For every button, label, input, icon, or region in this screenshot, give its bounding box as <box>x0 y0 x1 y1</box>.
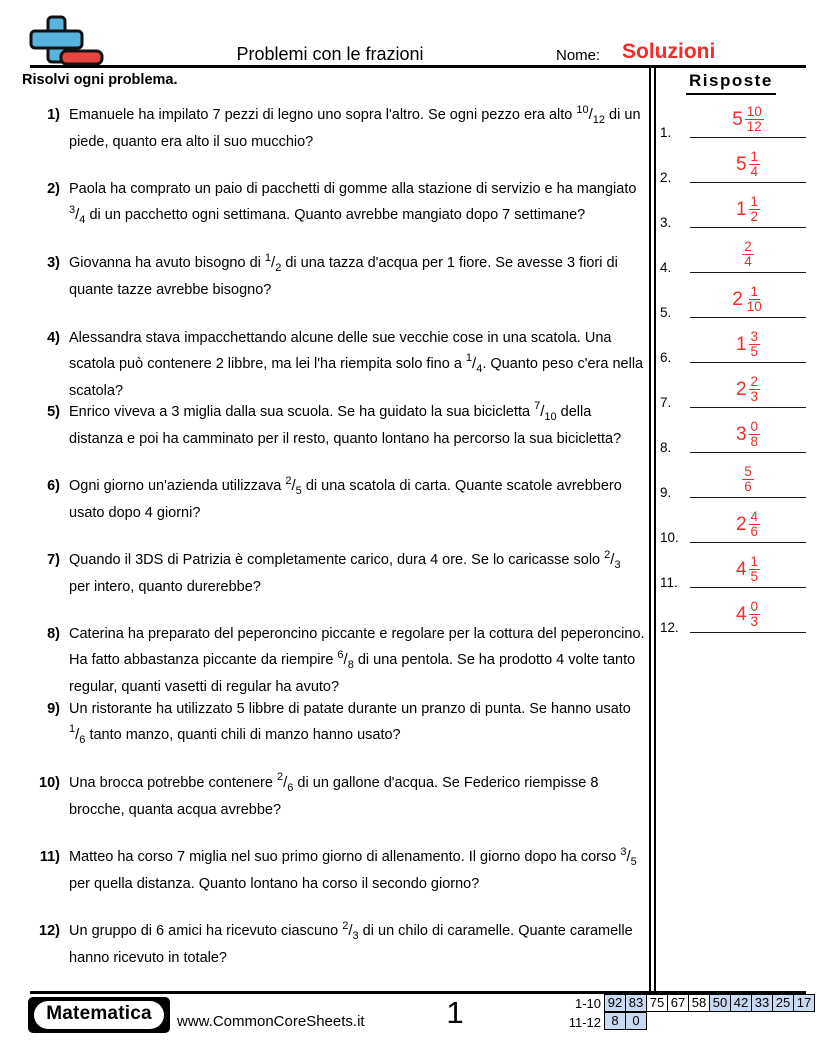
problem-item-10 <box>30 770 645 823</box>
answer-value <box>690 510 806 540</box>
answer-value <box>690 600 806 630</box>
score-row-label: 1-10 <box>574 996 601 1011</box>
fraction-denominator: 12 <box>746 119 762 135</box>
fraction-numerator: 0 <box>750 598 759 614</box>
answer-fraction <box>749 150 761 180</box>
answers-list <box>658 96 810 636</box>
problem-text: Una brocca potrebbe contenere $^2/_6$ di un gallone d'acqua. Se Federico riempisse 8 brocche, quanta acqua avrebbe? <box>69 771 599 818</box>
score-row-label: 11-12 <box>568 1015 601 1030</box>
answer-fraction <box>745 285 764 315</box>
fraction-slash: / <box>472 354 477 372</box>
answer-fraction <box>742 465 754 495</box>
answer-blank-line <box>690 587 806 588</box>
answer-value <box>690 420 806 450</box>
problem-number: 1) <box>47 107 60 123</box>
fraction-slash: / <box>291 477 296 494</box>
name-value-solutions: Soluzioni <box>622 40 716 63</box>
answer-item-9 <box>658 456 810 501</box>
problem-text: Emanuele ha impilato 7 pezzi di legno uno sopra l'altro. Se ogni pezzo era alto $^{10}/_{12}$ di un piede, quanto era alto il suo mucchio? <box>69 103 641 150</box>
website-text: www.CommonCoreSheets.it <box>177 1013 365 1030</box>
fraction-denominator: 10 <box>746 299 762 315</box>
answer-number: 7. <box>660 395 672 410</box>
fraction-denominator: 3 <box>750 614 759 630</box>
answer-item-11 <box>658 546 810 591</box>
answer-item-4 <box>658 231 810 276</box>
answer-number: 4. <box>660 260 672 275</box>
answer-blank-line <box>690 317 806 318</box>
answer-value <box>690 285 806 315</box>
fraction-numerator: 2 <box>744 238 752 254</box>
problem-number: 7) <box>47 552 60 569</box>
fraction-slash: / <box>588 106 593 123</box>
fraction-numerator: 1 <box>750 553 759 569</box>
answer-whole-number: 1 <box>735 333 747 355</box>
fraction-slash: / <box>75 206 80 224</box>
answer-item-12 <box>658 591 810 636</box>
fraction-numerator: 3 <box>620 845 627 858</box>
fraction-slash: / <box>271 254 276 272</box>
fraction-slash: / <box>540 402 545 420</box>
answer-item-3 <box>658 186 810 231</box>
answer-value <box>690 465 806 495</box>
answer-value <box>690 240 806 270</box>
answer-number: 1. <box>660 125 672 140</box>
answers-column-separator <box>649 68 656 991</box>
problem-number: 12) <box>39 923 60 940</box>
problem-item-6 <box>30 473 645 526</box>
answer-blank-line <box>690 407 806 408</box>
answer-whole-number: 4 <box>735 603 747 625</box>
problem-item-3 <box>30 250 645 303</box>
problem-text: Giovanna ha avuto bisogno di $^1/_2$ di una tazza d'acqua per 1 fiore. Se avesse 3 fiori di quante tazze avrebbe bisogno? <box>69 251 618 299</box>
answer-blank-line <box>690 272 806 273</box>
answer-whole-number: 4 <box>735 558 747 580</box>
problem-item-5 <box>30 399 645 452</box>
problem-text: Un ristorante ha utilizzato 5 libbre di patate durante un pranzo di punta. Se hanno usato $^1/_6$ tanto manzo, quanti chili di manzo hanno usato? <box>69 700 631 746</box>
fraction-slash: / <box>348 922 353 940</box>
fraction-denominator: 2 <box>750 209 759 225</box>
score-cell: 83 <box>625 994 647 1012</box>
problem-item-12 <box>30 918 645 971</box>
problem-number: 6) <box>47 478 60 494</box>
answer-number: 9. <box>660 485 672 500</box>
answer-value <box>690 150 806 180</box>
answer-blank-line <box>690 497 806 498</box>
brand-badge <box>28 997 170 1033</box>
inline-fraction <box>576 103 606 126</box>
fraction-numerator: 2 <box>750 373 759 389</box>
problem-item-7 <box>30 547 645 600</box>
instruction-text: Risolvi ogni problema. <box>22 72 178 88</box>
problem-number: 9) <box>47 700 60 717</box>
inline-fraction <box>69 723 86 746</box>
answer-fraction <box>749 420 761 450</box>
answer-fraction <box>749 510 761 540</box>
fraction-numerator: 1 <box>69 723 76 736</box>
problem-number: 10) <box>39 774 60 791</box>
problem-number: 11) <box>39 849 60 865</box>
answer-item-5 <box>658 276 810 321</box>
problem-text: Ogni giorno un'azienda utilizzava $^2/_5$ di una scatola di carta. Quante scatole avrebbero usato dopo 4 giorni? <box>69 474 622 521</box>
inline-fraction <box>285 474 302 497</box>
answer-number: 3. <box>660 215 672 230</box>
problem-text: Paola ha comprato un paio di pacchetti di gomme alla stazione di servizio e ha mangiato $^3/_4$ di un pacchetto ogni settimana. Quanto avrebbe mangiato dopo 7 settimane? <box>69 181 637 227</box>
fraction-denominator: 3 <box>352 930 359 943</box>
problem-number: 8) <box>47 626 60 643</box>
fraction-denominator: 6 <box>750 524 759 540</box>
inline-fraction <box>534 400 557 423</box>
page-title: Problemi con le frazioni <box>236 44 424 64</box>
score-cell: 33 <box>751 994 773 1012</box>
answer-value <box>690 195 806 225</box>
problem-text: Enrico viveva a 3 miglia dalla sua scuola. Se ha guidato la sua bicicletta $^7/_{10}$ della distanza e poi ha camminato per il resto, quanto lontano ha percorso la sua bicicletta? <box>69 400 622 447</box>
answer-fraction <box>749 555 761 585</box>
answer-fraction <box>749 375 761 405</box>
answer-fraction <box>745 105 764 135</box>
fraction-numerator: 0 <box>750 418 759 434</box>
answer-value <box>690 375 806 405</box>
answer-fraction <box>749 195 761 225</box>
answer-number: 8. <box>660 440 672 455</box>
problem-number: 2) <box>47 181 60 198</box>
score-cell: 42 <box>730 994 752 1012</box>
fraction-denominator: 4 <box>79 214 86 227</box>
inline-fraction <box>604 548 621 572</box>
answer-whole-number: 1 <box>735 198 747 220</box>
fraction-slash: / <box>75 725 80 743</box>
answer-whole-number: 5 <box>735 153 747 175</box>
answer-fraction <box>749 330 761 360</box>
answer-blank-line <box>690 182 806 183</box>
problem-item-4 <box>30 325 645 404</box>
fraction-slash: / <box>343 651 348 669</box>
fraction-numerator: 1 <box>465 352 473 365</box>
score-row-1-10 <box>531 994 815 1013</box>
fraction-numerator: 1 <box>264 251 272 264</box>
page-number: 1 <box>446 995 464 1030</box>
fraction-numerator: 6 <box>337 648 344 661</box>
answer-number: 11. <box>660 575 678 590</box>
fraction-denominator: 3 <box>614 559 621 572</box>
problem-text: Caterina ha preparato del peperoncino piccante e regolare per la cottura del peperoncino. Ha fatto abbastanza piccante da riempire $^6/_8$ di una pentola. Se ha prodotto 4 volte tanto regular, quanti vasetti di regular ha avuto? <box>69 626 645 696</box>
fraction-numerator: 4 <box>750 508 759 524</box>
problem-text: Quando il 3DS di Patrizia è completamente carico, dura 4 ore. Se lo caricasse solo $^2/_3$ per intero, quanto durerebbe? <box>69 548 621 596</box>
fraction-numerator: 1 <box>750 283 759 299</box>
fraction-numerator: 2 <box>276 771 284 784</box>
problem-text: Alessandra stava impacchettando alcune delle sue vecchie cose in una scatola. Una scatola può contenere 2 libbre, ma lei l'ha riempita solo fino a $^1/_4$. Quanto peso c'era nella scatola? <box>69 329 644 399</box>
answer-value <box>690 105 806 135</box>
fraction-slash: / <box>610 551 615 569</box>
answer-fraction <box>749 600 761 630</box>
answer-item-2 <box>658 141 810 186</box>
score-cell: 58 <box>688 994 710 1012</box>
answer-whole-number: 5 <box>732 108 743 130</box>
problem-item-11 <box>30 844 645 897</box>
brand-label: Matematica <box>34 1001 164 1029</box>
answer-item-1 <box>658 96 810 141</box>
score-cell: 8 <box>604 1012 626 1030</box>
fraction-numerator: 1 <box>750 148 759 164</box>
inline-fraction <box>69 203 86 227</box>
fraction-numerator: 2 <box>342 919 349 932</box>
answer-fraction <box>742 240 754 270</box>
answer-item-10 <box>658 501 810 546</box>
fraction-denominator: 4 <box>744 254 752 270</box>
fraction-denominator: 10 <box>544 410 557 423</box>
answer-blank-line <box>690 362 806 363</box>
inline-fraction <box>620 845 637 868</box>
problem-item-9 <box>30 696 645 749</box>
score-row-11-12 <box>531 1013 815 1032</box>
fraction-numerator: 3 <box>750 328 759 344</box>
problem-item-1 <box>30 102 645 155</box>
fraction-numerator: 7 <box>534 400 541 413</box>
problem-text: Matteo ha corso 7 miglia nel suo primo giorno di allenamento. Il giorno dopo ha corso $^3/_5$ per quella distanza. Quanto lontano ha corso il secondo giorno? <box>69 845 637 892</box>
answer-value <box>690 330 806 360</box>
fraction-numerator: 10 <box>576 103 589 116</box>
fraction-numerator: 2 <box>285 474 292 487</box>
answer-blank-line <box>690 452 806 453</box>
inline-fraction <box>264 251 282 275</box>
fraction-denominator: 2 <box>275 262 282 275</box>
inline-fraction <box>465 352 483 375</box>
fraction-denominator: 5 <box>295 485 302 497</box>
inline-fraction <box>342 919 359 943</box>
problem-text: Un gruppo di 6 amici ha ricevuto ciascuno $^2/_3$ di un chilo di caramelle. Quante caramelle hanno ricevuto in totale? <box>69 919 633 967</box>
fraction-denominator: 6 <box>287 781 294 794</box>
score-cell: 92 <box>604 994 626 1012</box>
fraction-denominator: 4 <box>476 362 483 375</box>
name-label: Nome: <box>556 47 601 64</box>
problem-number: 5) <box>47 403 60 420</box>
fraction-numerator: 1 <box>750 193 759 209</box>
answer-item-8 <box>658 411 810 456</box>
answer-number: 12. <box>660 620 679 635</box>
fraction-slash: / <box>626 848 631 865</box>
answer-whole-number: 2 <box>735 378 747 400</box>
answer-whole-number: 3 <box>735 423 747 445</box>
fraction-numerator: 3 <box>69 203 76 216</box>
fraction-denominator: 5 <box>750 344 759 360</box>
fraction-denominator: 6 <box>744 479 752 495</box>
answer-number: 5. <box>660 305 672 320</box>
fraction-denominator: 3 <box>750 389 759 405</box>
answer-number: 6. <box>660 350 672 365</box>
answer-whole-number: 2 <box>735 513 747 535</box>
fraction-denominator: 6 <box>79 733 86 746</box>
fraction-numerator: 10 <box>746 103 762 119</box>
answer-number: 10. <box>660 530 679 545</box>
answer-blank-line <box>690 632 806 633</box>
score-cell: 25 <box>772 994 794 1012</box>
score-cell: 50 <box>709 994 731 1012</box>
answer-number: 2. <box>660 170 672 185</box>
answer-item-6 <box>658 321 810 366</box>
fraction-denominator: 8 <box>347 659 354 672</box>
fraction-denominator: 4 <box>750 164 759 180</box>
answer-item-7 <box>658 366 810 411</box>
score-cell: 17 <box>793 994 815 1012</box>
fraction-slash: / <box>283 773 288 791</box>
fraction-denominator: 5 <box>750 569 759 585</box>
inline-fraction <box>276 771 294 794</box>
answer-blank-line <box>690 137 806 138</box>
score-cell: 75 <box>646 994 668 1012</box>
fraction-denominator: 12 <box>592 114 606 126</box>
problem-item-2 <box>30 176 645 229</box>
answer-blank-line <box>690 542 806 543</box>
problem-item-8 <box>30 621 645 700</box>
fraction-numerator: 2 <box>604 548 611 561</box>
problem-number: 3) <box>47 255 60 272</box>
fraction-denominator: 5 <box>630 856 637 868</box>
answer-value <box>690 555 806 585</box>
score-cell: 67 <box>667 994 689 1012</box>
answer-whole-number: 2 <box>732 288 743 310</box>
score-cell: 0 <box>625 1012 647 1030</box>
fraction-numerator: 5 <box>744 463 752 479</box>
answer-blank-line <box>690 227 806 228</box>
fraction-denominator: 8 <box>750 434 759 450</box>
problem-number: 4) <box>47 329 60 346</box>
answers-title: Risposte <box>686 71 776 95</box>
inline-fraction <box>337 648 354 672</box>
score-table <box>531 994 815 1032</box>
